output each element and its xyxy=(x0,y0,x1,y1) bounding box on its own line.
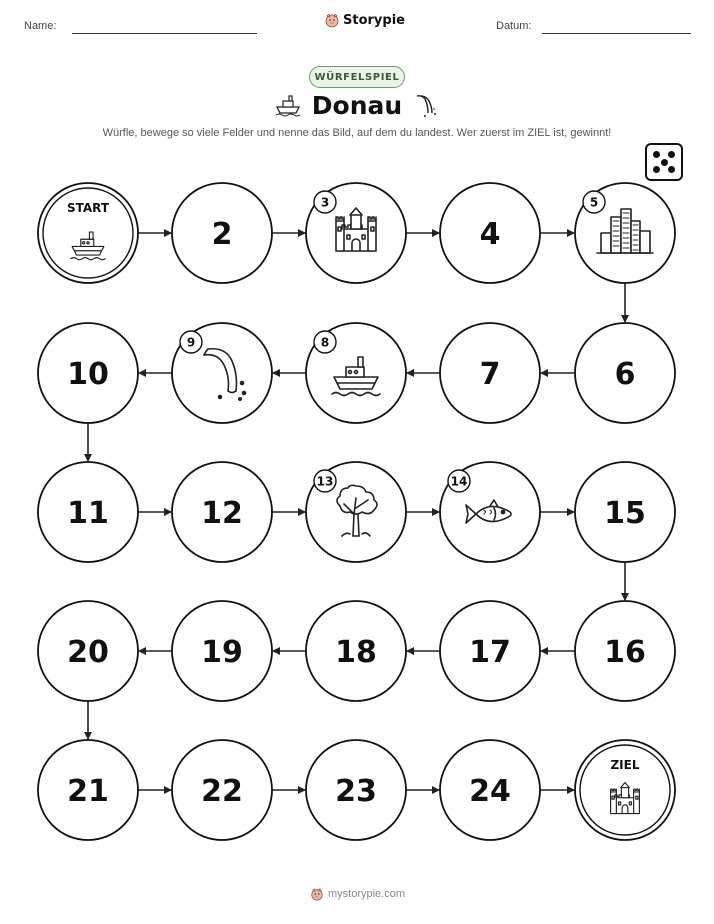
finish-label: ZIEL xyxy=(610,758,640,772)
field-number: 23 xyxy=(335,774,377,809)
page-title: Donau xyxy=(311,91,403,120)
field-number: 18 xyxy=(335,635,377,670)
field-number: 17 xyxy=(469,635,511,670)
board-field-22[interactable] xyxy=(172,740,272,840)
board-field-7[interactable] xyxy=(440,323,540,423)
board-field-14[interactable] xyxy=(440,462,540,562)
field-number: 14 xyxy=(450,474,468,489)
board-field-6[interactable] xyxy=(575,323,675,423)
field-number: 11 xyxy=(67,496,109,531)
field-number: 7 xyxy=(479,357,501,392)
instructions: Würfle, bewege so viele Felder und nenne das Bild, auf dem du landest. Wer zuerst im ZIEL ist, gewinnt! xyxy=(102,127,612,139)
field-number: 2 xyxy=(211,217,233,252)
board-field-15[interactable] xyxy=(575,462,675,562)
finish-field[interactable] xyxy=(575,740,675,840)
board-field-23[interactable] xyxy=(306,740,406,840)
board-field-10[interactable] xyxy=(38,323,138,423)
board-field-9[interactable] xyxy=(172,323,272,423)
field-number: 4 xyxy=(479,217,501,252)
board-field-4[interactable] xyxy=(440,183,540,283)
name-label: Name: xyxy=(24,20,57,32)
board-field-5[interactable] xyxy=(575,183,675,283)
start-field[interactable] xyxy=(38,183,138,283)
field-number: 9 xyxy=(186,335,196,350)
board-field-8[interactable] xyxy=(306,323,406,423)
start-label: START xyxy=(66,201,110,215)
field-number: 24 xyxy=(469,774,511,809)
board-field-12[interactable] xyxy=(172,462,272,562)
field-number: 12 xyxy=(201,496,243,531)
board-field-20[interactable] xyxy=(38,601,138,701)
field-circle xyxy=(38,183,138,283)
field-number: 3 xyxy=(320,195,330,210)
field-number: 13 xyxy=(316,474,334,489)
board-field-13[interactable] xyxy=(306,462,406,562)
field-number: 21 xyxy=(67,774,109,809)
board-field-3[interactable] xyxy=(306,183,406,283)
footer-url[interactable]: mystorypie.com xyxy=(328,888,406,900)
board-field-17[interactable] xyxy=(440,601,540,701)
board-field-19[interactable] xyxy=(172,601,272,701)
board-field-18[interactable] xyxy=(306,601,406,701)
field-number: 16 xyxy=(604,635,646,670)
field-number: 6 xyxy=(614,357,636,392)
field-number: 19 xyxy=(201,635,243,670)
pig-mascot-icon xyxy=(310,887,324,901)
board-field-16[interactable] xyxy=(575,601,675,701)
field-number: 10 xyxy=(67,357,109,392)
game-type-badge: WÜRFELSPIEL xyxy=(309,66,405,88)
date-label: Datum: xyxy=(496,20,532,32)
field-number: 20 xyxy=(67,635,109,670)
field-number: 15 xyxy=(604,496,646,531)
board-field-2[interactable] xyxy=(172,183,272,283)
footer xyxy=(310,887,405,901)
board-field-21[interactable] xyxy=(38,740,138,840)
field-number: 22 xyxy=(201,774,243,809)
field-number: 8 xyxy=(320,335,330,350)
brand-name: Storypie xyxy=(343,12,405,28)
board-field-11[interactable] xyxy=(38,462,138,562)
field-number: 5 xyxy=(589,195,599,210)
board-field-24[interactable] xyxy=(440,740,540,840)
